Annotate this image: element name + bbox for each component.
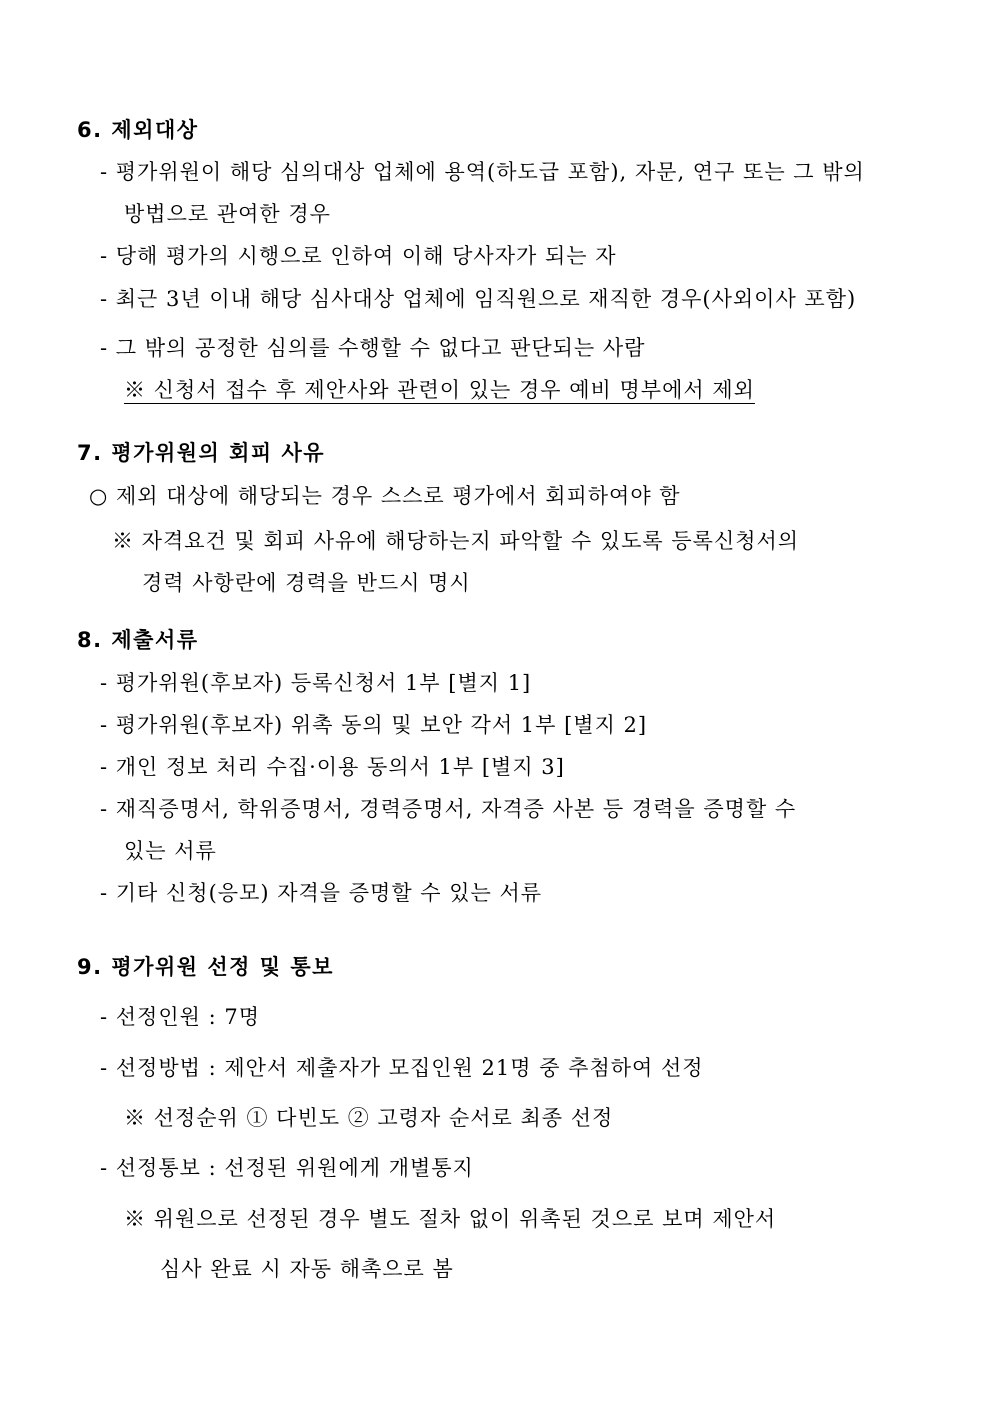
section-9-note-3: 심사 완료 시 자동 해촉으로 봄 xyxy=(160,1257,454,1281)
section-8-line-2: - 평가위원(후보자) 위촉 동의 및 보안 각서 1부 [별지 2] xyxy=(100,713,648,737)
section-6-heading: 6. 제외대상 xyxy=(77,118,199,142)
section-8-heading: 8. 제출서류 xyxy=(77,628,199,652)
section-7-heading: 7. 평가위원의 회피 사유 xyxy=(77,441,326,465)
section-6-line-4: - 최근 3년 이내 해당 심사대상 업체에 임직원으로 재직한 경우(사외이사 포함) xyxy=(100,287,857,311)
section-8-line-3: - 개인 정보 처리 수집·이용 동의서 1부 [별지 3] xyxy=(100,755,565,779)
section-8-line-5: 있는 서류 xyxy=(124,839,217,863)
section-6-note: ※ 신청서 접수 후 제안사와 관련이 있는 경우 예비 명부에서 제외 xyxy=(124,378,755,402)
section-6-line-5: - 그 밖의 공정한 심의를 수행할 수 없다고 판단되는 사람 xyxy=(100,336,646,360)
section-8-line-1: - 평가위원(후보자) 등록신청서 1부 [별지 1] xyxy=(100,671,532,695)
section-8-line-6: - 기타 신청(응모) 자격을 증명할 수 있는 서류 xyxy=(100,881,543,905)
section-8-line-4: - 재직증명서, 학위증명서, 경력증명서, 자격증 사본 등 경력을 증명할 수 xyxy=(100,797,797,821)
section-9-heading: 9. 평가위원 선정 및 통보 xyxy=(77,955,334,979)
section-9-note-1: ※ 선정순위 ① 다빈도 ② 고령자 순서로 최종 선정 xyxy=(124,1106,614,1130)
section-9-line-3: - 선정통보 : 선정된 위원에게 개별통지 xyxy=(100,1156,474,1180)
section-6-line-3: - 당해 평가의 시행으로 인하여 이해 당사자가 되는 자 xyxy=(100,244,617,268)
section-7-line-1: ○ 제외 대상에 해당되는 경우 스스로 평가에서 회피하여야 함 xyxy=(89,484,681,508)
section-9-note-2: ※ 위원으로 선정된 경우 별도 절차 없이 위촉된 것으로 보며 제안서 xyxy=(124,1207,777,1231)
section-9-line-2: - 선정방법 : 제안서 제출자가 모집인원 21명 중 추첨하여 선정 xyxy=(100,1056,704,1080)
section-7-note-1: ※ 자격요건 및 회피 사유에 해당하는지 파악할 수 있도록 등록신청서의 xyxy=(112,529,800,553)
section-6-line-2: 방법으로 관여한 경우 xyxy=(124,202,331,226)
section-6-line-1: - 평가위원이 해당 심의대상 업체에 용역(하도급 포함), 자문, 연구 또는 그 밖의 xyxy=(100,160,865,184)
section-9-line-1: - 선정인원 : 7명 xyxy=(100,1005,260,1029)
section-7-note-2: 경력 사항란에 경력을 반드시 명시 xyxy=(142,571,471,595)
